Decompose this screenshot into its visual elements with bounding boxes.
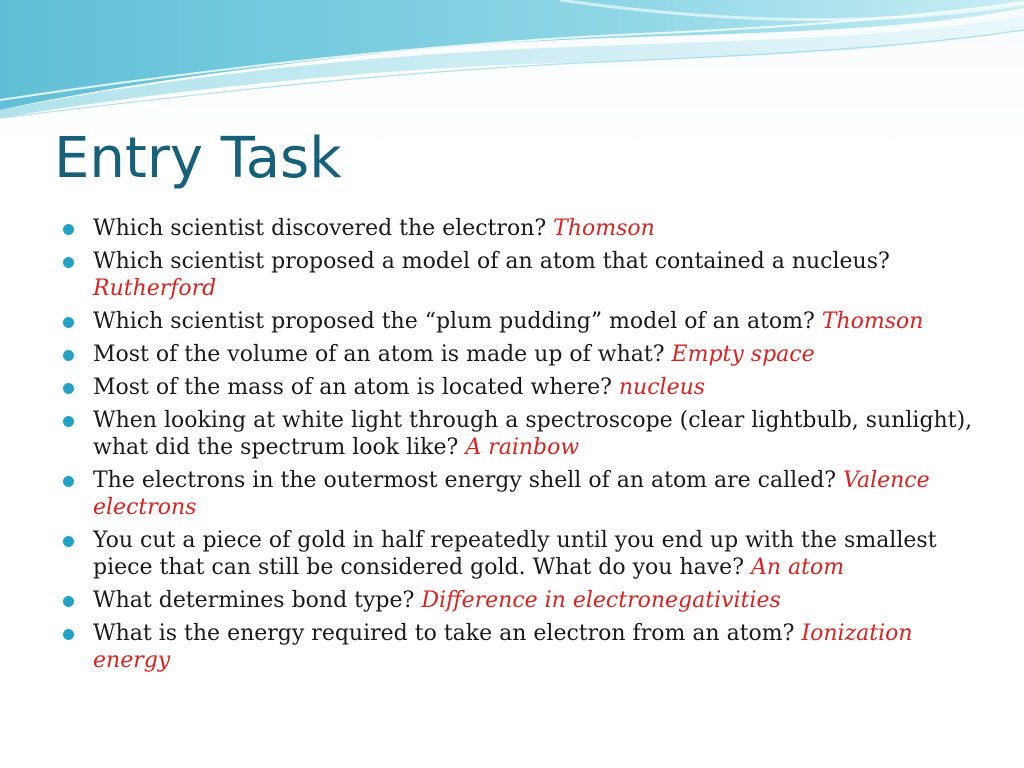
bullet-icon — [63, 317, 74, 328]
question-text: You cut a piece of gold in half repeatedly until you end up with the smallest piece that can still be considered gold. What do you have? — [93, 528, 937, 580]
bullet-icon — [63, 596, 74, 607]
bullet-icon — [63, 383, 74, 394]
slide-title: Entry Task — [54, 126, 342, 191]
question-text: Which scientist discovered the electron? — [93, 216, 554, 241]
answer-text: Rutherford — [93, 276, 217, 301]
question-text: Most of the volume of an atom is made up of what? — [93, 342, 672, 367]
answer-text: A rainbow — [465, 435, 580, 460]
bullet-icon — [63, 416, 74, 427]
decorative-wave-header — [0, 0, 1024, 130]
bullet-icon — [63, 629, 74, 640]
list-item — [62, 467, 992, 521]
answer-text: Difference in electronegativities — [421, 588, 781, 613]
question-text: Most of the mass of an atom is located where? — [93, 375, 619, 400]
answer-text: Empty space — [671, 342, 815, 367]
list-item — [62, 407, 992, 461]
list-item — [62, 248, 992, 302]
bullet-icon — [63, 536, 74, 547]
bullet-icon — [63, 476, 74, 487]
list-item — [62, 374, 992, 401]
list-item — [62, 620, 992, 674]
list-item — [62, 215, 992, 242]
question-text: The electrons in the outermost energy shell of an atom are called? — [93, 468, 844, 493]
list-item — [62, 341, 992, 368]
list-item — [62, 527, 992, 581]
answer-text: An atom — [750, 555, 845, 580]
list-item — [62, 308, 992, 335]
answer-text: nucleus — [618, 375, 706, 400]
question-text: What determines bond type? — [93, 588, 422, 613]
bullet-icon — [63, 350, 74, 361]
question-text: Which scientist proposed the “plum pudding” model of an atom? — [93, 309, 822, 334]
question-text: When looking at white light through a spectroscope (clear lightbulb, sunlight), what did the spectrum look like? — [93, 408, 973, 460]
answer-text: Thomson — [553, 216, 655, 241]
answer-text: Ionization energy — [93, 621, 913, 673]
list-item — [62, 587, 992, 614]
bullet-icon — [63, 224, 74, 235]
question-text: What is the energy required to take an electron from an atom? — [93, 621, 802, 646]
answer-text: Thomson — [821, 309, 924, 334]
question-text: Which scientist proposed a model of an atom that contained a nucleus? — [93, 249, 890, 274]
bullet-icon — [63, 257, 74, 268]
question-list — [62, 215, 992, 680]
answer-text: Valence electrons — [93, 468, 930, 520]
